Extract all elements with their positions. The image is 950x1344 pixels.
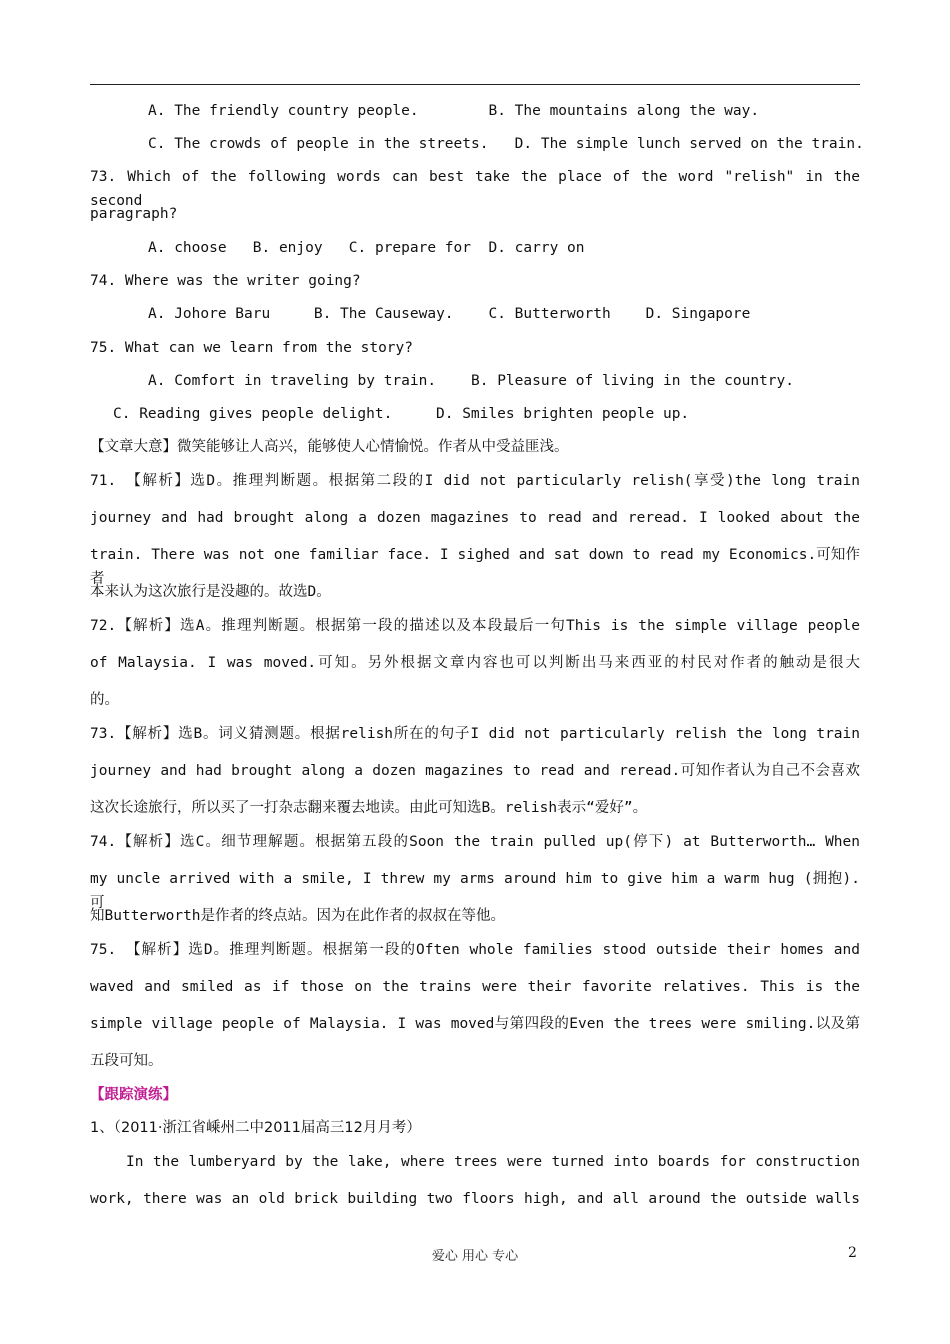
passage-line2: work, there was an old brick building two floors high, and all around the outside walls	[90, 1191, 860, 1207]
analysis-73-line2: journey and had brought along a dozen magazines to read and reread.可知作者认为自己不会喜欢	[90, 763, 860, 779]
passage-line1: In the lumberyard by the lake, where trees were turned into boards for construction	[126, 1154, 860, 1170]
analysis-75-line2: waved and smiled as if those on the trains were their favorite relatives. This is the	[90, 979, 860, 995]
analysis-71-line1: 71. 【解析】选D。推理判断题。根据第二段的I did not particularly relish(享受)the long train	[90, 473, 860, 489]
option-line-75-cd: C. Reading gives people delight. D. Smiles brighten people up.	[113, 406, 690, 422]
analysis-71-line2: journey and had brought along a dozen magazines to read and reread. I looked about the	[90, 510, 860, 526]
option-line-72-cd: C. The crowds of people in the streets. D. The simple lunch served on the train.	[148, 136, 864, 152]
analysis-73-line3: 这次长途旅行，所以买了一打杂志翻来覆去地读。由此可知选B。relish表示“爱好”。	[90, 800, 648, 816]
analysis-72-line3: 的。	[90, 692, 119, 708]
question-75: 75. What can we learn from the story?	[90, 340, 414, 356]
article-summary: 【文章大意】微笑能够让人高兴，能够使人心情愉悦。作者从中受益匪浅。	[90, 439, 569, 455]
option-line-74: A. Johore Baru B. The Causeway. C. Butterworth D. Singapore	[148, 306, 751, 322]
analysis-75-line3: simple village people of Malaysia. I was moved与第四段的Even the trees were smiling.以及第	[90, 1016, 860, 1032]
analysis-71-line4: 本来认为这次旅行是没趣的。故选D。	[90, 584, 331, 600]
analysis-73-line1: 73.【解析】选B。词义猜测题。根据relish所在的句子I did not particularly relish the long train	[90, 726, 860, 742]
exercise-source: 1、（2011·浙江省嵊州二中2011届高三12月月考）	[90, 1120, 421, 1136]
question-73-cont: paragraph?	[90, 206, 178, 222]
option-line-73: A. choose B. enjoy C. prepare for D. carry on	[148, 240, 585, 256]
option-line-72-ab: A. The friendly country people. B. The mountains along the way.	[148, 103, 760, 119]
analysis-74-line3: 知Butterworth是作者的终点站。因为在此作者的叔叔在等他。	[90, 908, 506, 924]
question-73: 73. Which of the following words can best take the place of the word "relish" in the second	[90, 169, 860, 209]
question-74: 74. Where was the writer going?	[90, 273, 361, 289]
analysis-74-line1: 74.【解析】选C。细节理解题。根据第五段的Soon the train pulled up(停下) at Butterworth… When	[90, 834, 860, 850]
analysis-72-line1: 72.【解析】选A。推理判断题。根据第一段的描述以及本段最后一句This is the simple village people	[90, 618, 860, 634]
section-heading: 【跟踪演练】	[90, 1087, 177, 1103]
analysis-71-line3: train. There was not one familiar face. I sighed and sat down to read my Economics.可知作者	[90, 547, 860, 587]
analysis-72-line2: of Malaysia. I was moved.可知。另外根据文章内容也可以判断出马来西亚的村民对作者的触动是很大	[90, 655, 860, 671]
option-line-75-ab: A. Comfort in traveling by train. B. Pleasure of living in the country.	[148, 373, 795, 389]
page-footer: 爱心 用心 专心	[431, 1249, 519, 1264]
analysis-75-line4: 五段可知。	[90, 1053, 163, 1069]
analysis-74-line2: my uncle arrived with a smile, I threw my arms around him to give him a warm hug (拥抱).可	[90, 871, 860, 911]
page-number: 2	[848, 1245, 857, 1261]
header-rule	[90, 84, 860, 85]
analysis-75-line1: 75. 【解析】选D。推理判断题。根据第一段的Often whole families stood outside their homes and	[90, 942, 860, 958]
